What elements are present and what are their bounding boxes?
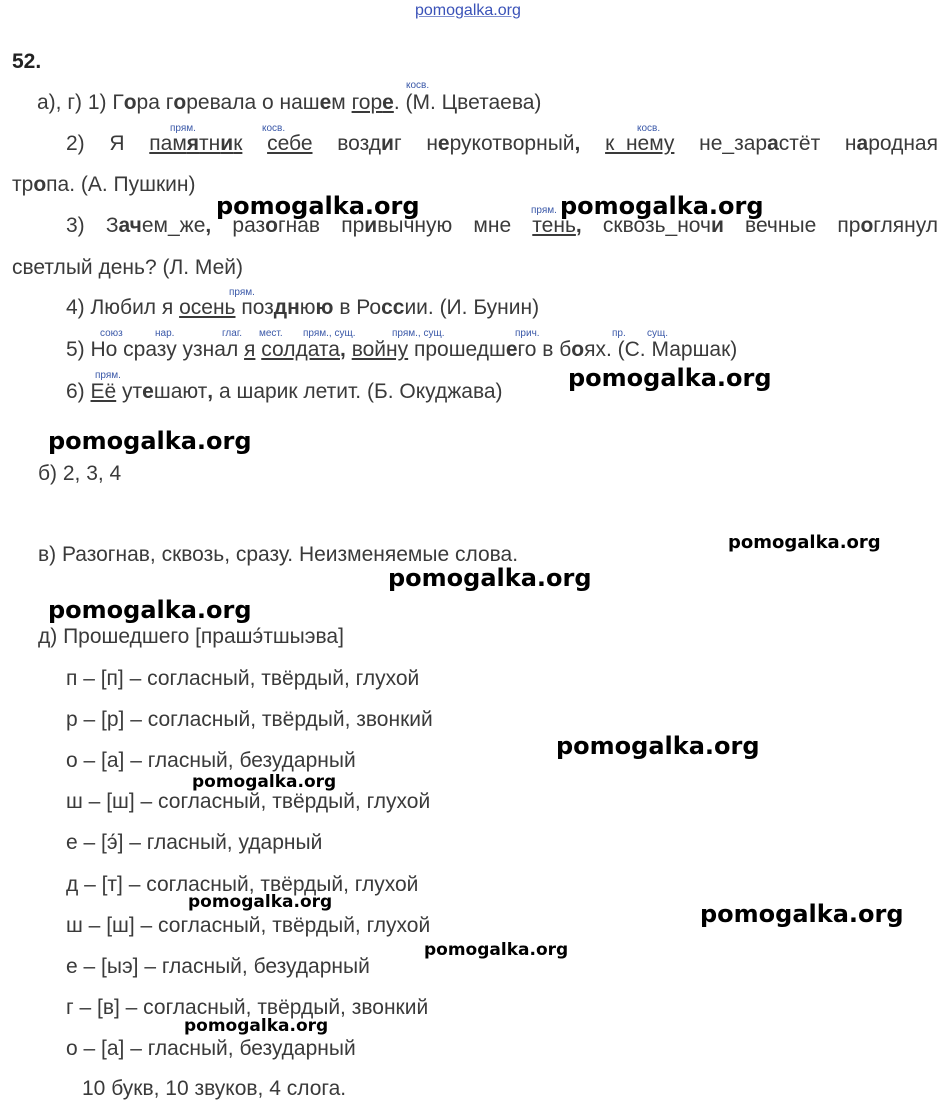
phoneme-row: р – [р] – согласный, твёрдый, звонкий	[66, 708, 433, 731]
label-prich: прич.	[515, 328, 540, 339]
phoneme-row: г – [в] – согласный, твёрдый, звонкий	[66, 996, 429, 1019]
phoneme-row: о – [а] – гласный, безударный	[66, 749, 356, 772]
label-mest: мест.	[259, 328, 283, 339]
label-pryam: прям.	[229, 287, 255, 298]
label-pryam: прям.	[531, 205, 557, 216]
part-v: в) Разогнав, сквозь, сразу. Неизменяемые слова.	[38, 543, 519, 566]
sentence-3: 3) Зачем_же, разогнав привычную мне тень, сквозь_ночи вечные проглянул	[66, 214, 938, 237]
phoneme-row: п – [п] – согласный, твёрдый, глухой	[66, 667, 420, 690]
label-kosv: косв.	[637, 123, 661, 134]
phoneme-row: е – [э́] – гласный, ударный	[66, 831, 323, 854]
part-b: б) 2, 3, 4	[38, 462, 122, 485]
watermark: pomogalka.org	[424, 940, 569, 960]
watermark: pomogalka.org	[48, 596, 252, 624]
label-sush: сущ.	[647, 328, 669, 339]
watermark: pomogalka.org	[560, 192, 764, 220]
sentence-1: а), г) 1) Гора горевала о нашем горе. (М. Цветаева)	[37, 91, 542, 114]
label-glag: глаг.	[222, 328, 243, 339]
sentence-5: 5) Но сразу узнал я солдата, войну прошедшего в боях. (С. Маршак)	[66, 338, 738, 361]
watermark: pomogalka.org	[184, 1016, 329, 1036]
label-kosv: косв.	[406, 80, 430, 91]
label-soyuz: союз	[100, 328, 123, 339]
phoneme-row: ш – [ш] – согласный, твёрдый, глухой	[66, 790, 431, 813]
part-d-title: д) Прошедшего [прашэ́тшыэва]	[38, 625, 344, 648]
phoneme-row: д – [т] – согласный, твёрдый, глухой	[66, 873, 419, 896]
sentence-4: 4) Любил я осень позднюю в России. (И. Бунин)	[66, 296, 540, 319]
sentence-3-continued: светлый день? (Л. Мей)	[12, 256, 244, 279]
watermark: pomogalka.org	[188, 892, 333, 912]
watermark: pomogalka.org	[728, 532, 881, 553]
label-pryam: прям.	[170, 123, 196, 134]
label-pryam-sush: прям., сущ.	[392, 328, 445, 339]
label-pryam-sush: прям., сущ.	[303, 328, 356, 339]
watermark: pomogalka.org	[568, 364, 772, 392]
phoneme-row: е – [ыэ] – гласный, безударный	[66, 955, 370, 978]
summary: 10 букв, 10 звуков, 4 слога.	[82, 1077, 347, 1100]
exercise-number: 52.	[12, 50, 42, 73]
word-gore: гор	[351, 91, 383, 114]
watermark: pomogalka.org	[388, 564, 592, 592]
phoneme-row: о – [а] – гласный, безударный	[66, 1037, 356, 1060]
label-nar: нар.	[155, 328, 175, 339]
label-pr: пр.	[612, 328, 626, 339]
watermark: pomogalka.org	[216, 192, 420, 220]
sentence-2-continued: тропа. (А. Пушкин)	[12, 173, 196, 196]
watermark: pomogalka.org	[48, 427, 252, 455]
watermark: pomogalka.org	[192, 772, 337, 792]
phoneme-row: ш – [ш] – согласный, твёрдый, глухой	[66, 914, 431, 937]
sentence-6: 6) Её утешают, а шарик летит. (Б. Окуджава)	[66, 380, 503, 403]
watermark: pomogalka.org	[556, 732, 760, 760]
watermark: pomogalka.org	[700, 900, 904, 928]
label-pryam: прям.	[95, 370, 121, 381]
label-kosv: косв.	[262, 123, 286, 134]
header-site-link[interactable]: pomogalka.org	[415, 2, 521, 19]
sentence-2: 2) Я памятник себе воздиг нерукотворный, к_нему не_зарастёт народная	[66, 132, 938, 155]
